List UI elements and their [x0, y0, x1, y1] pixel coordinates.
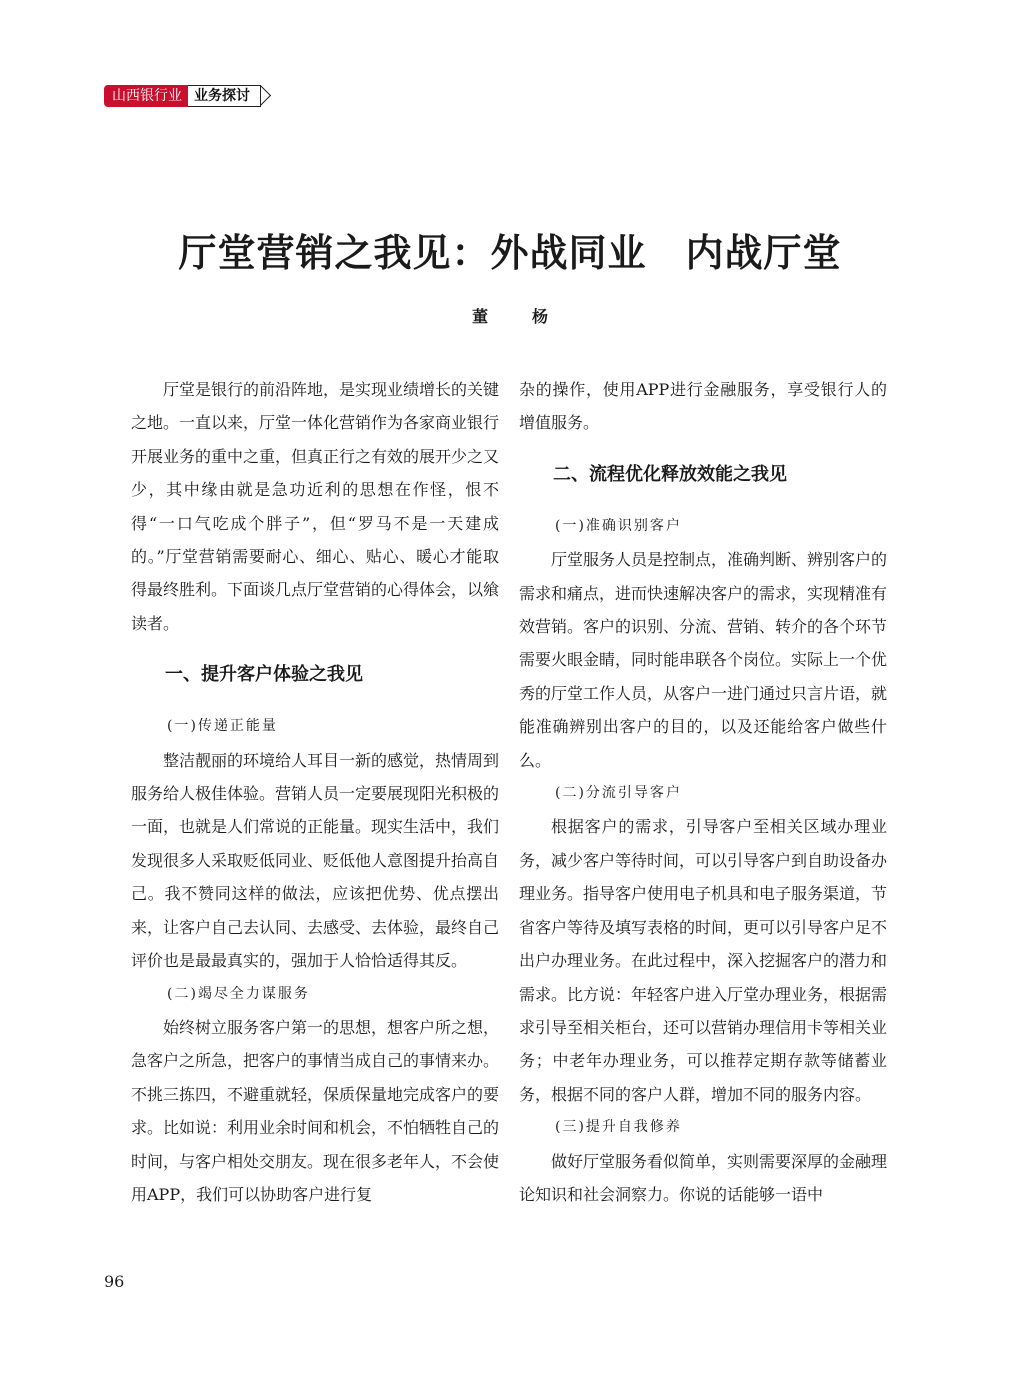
subheading-1-1: (一)传递正能量: [167, 718, 278, 735]
section-heading-1: 一、提升客户体验之我见: [165, 664, 363, 686]
subheading-2-3: (三)提升自我修养: [555, 1119, 682, 1136]
paragraph-2-1: 厅堂服务人员是控制点，准确判断、辨别客户的需求和痛点，进而快速解决客户的需求，实现精准有效营销。客户的识别、分流、营销、转介的各个环节需要火眼金睛，同时能串联各个岗位。实际上一个优秀的厅堂工作人员，从客户一进门通过只言片语，就能准确辨别出客户的目的，以及还能给客户做些什么。: [519, 550, 888, 770]
section-name: 业务探讨: [188, 85, 261, 107]
subheading-2-1: (一)准确识别客户: [555, 517, 682, 534]
publication-name: 山西银行业: [104, 85, 188, 107]
paragraph-1-1: 整洁靓丽的环境给人耳目一新的感觉，热情周到服务给人极佳体验。营销人员一定要展现阳光积极的一面，也就是人们常说的正能量。现实生活中，我们发现很多人采取贬低同业、贬低他人意图提升抬高自己。我不赞同这样的做法，应该把优势、优点摆出来，让客户自己去认同、去感受、去体验，最终自己评价也是最最真实的，强加于人恰恰适得其反。: [131, 750, 500, 971]
paragraph-2-2: 根据客户的需求，引导客户至相关区域办理业务，减少客户等待时间，可以引导客户到自助设备办理业务。指导客户使用电子机具和电子服务渠道，节省客户等待及填写表格的时间，更可以引导客户足不出户办理业务。在此过程中，深入挖掘客户的潜力和需求。比方说：年轻客户进入厅堂办理业务，根据需求引导至相关柜台，还可以营销办理信用卡等相关业务；中老年办理业务，可以推荐定期存款等储蓄业务，根据不同的客户人群，增加不同的服务内容。: [519, 817, 888, 1104]
right-column: [519, 373, 887, 1211]
continued-paragraph: 杂的操作，使用APP进行金融服务，享受银行人的增值服务。: [519, 380, 887, 433]
paragraph-2-3: 做好厅堂服务看似简单，实则需要深厚的金融理论知识和社会洞察力。你说的话能够一语中: [519, 1151, 888, 1204]
section-heading-2: 二、流程优化释放效能之我见: [553, 463, 787, 485]
subheading-2-2: (二)分流引导客户: [555, 785, 682, 802]
left-column: [131, 373, 499, 1211]
paragraph-1-2: 始终树立服务客户第一的思想，想客户所之想，急客户之所急，把客户的事情当成自己的事情来办。不挑三拣四，不避重就轻，保质保量地完成客户的要求。比如说：利用业余时间和机会，不怕牺牲自己的时间，与客户相处交朋友。现在很多老年人，不会使用APP，我们可以协助客户进行复: [131, 1017, 500, 1204]
subheading-1-2: (二)竭尽全力谋服务: [167, 985, 310, 1002]
section-tag: [104, 85, 261, 107]
page-number: 96: [104, 1272, 125, 1291]
article-author: 董 杨: [471, 307, 562, 326]
article-title: 厅堂营销之我见：外战同业 内战厅堂: [178, 230, 842, 275]
intro-paragraph: 厅堂是银行的前沿阵地，是实现业绩增长的关键之地。一直以来，厅堂一体化营销作为各家商业银行开展业务的重中之重，但真正行之有效的展开少之又少，其中缘由就是急功近利的思想在作怪，恨不得“一口气吃成个胖子”，但“罗马不是一天建成的。”厅堂营销需要耐心、细心、贴心、暖心才能取得最终胜利。下面谈几点厅堂营销的心得体会，以飨读者。: [131, 380, 500, 633]
